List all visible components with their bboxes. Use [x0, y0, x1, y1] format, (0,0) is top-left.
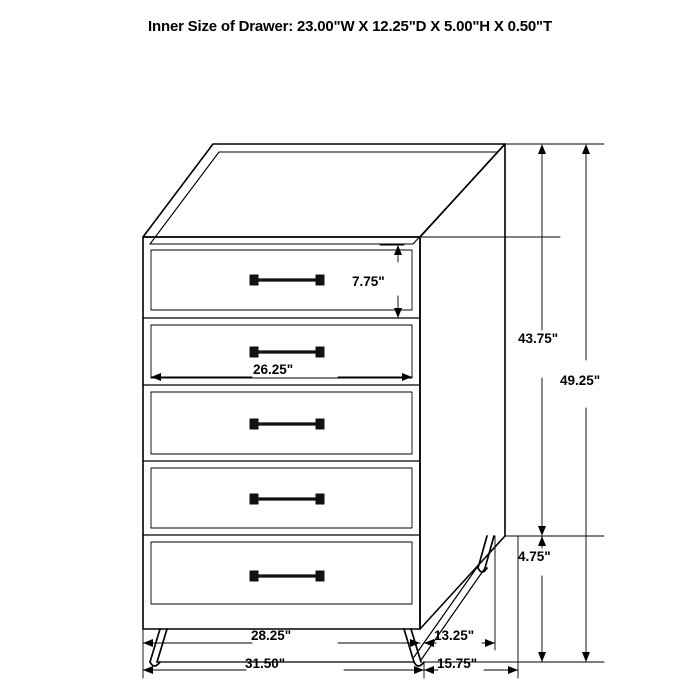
drawer-handle-1: [250, 275, 324, 285]
page-title: Inner Size of Drawer: 23.00"W X 12.25"D X 5.00"H X 0.50"T: [148, 18, 552, 35]
drawer-handle-4: [250, 494, 324, 504]
dim-label-overall-width: 31.50": [245, 656, 286, 671]
dim-label-body-width: 28.25": [251, 628, 292, 643]
dim-label-drawer-width: 26.25": [253, 362, 294, 377]
dim-label-drawer-height: 7.75": [352, 274, 385, 289]
cabinet-top-lip: [150, 152, 498, 244]
base-legs: [150, 536, 494, 666]
drawer-handle-5: [250, 571, 324, 581]
dim-label-overall-height: 49.25": [560, 373, 601, 388]
cabinet-top-surface: [143, 144, 505, 237]
cabinet-front-face: [143, 237, 420, 629]
dim-label-overall-depth: 15.75": [437, 656, 478, 671]
drawer-handle-2: [250, 347, 324, 357]
dim-label-body-depth: 13.25": [434, 628, 475, 643]
drawer-handle-3: [250, 419, 324, 429]
cabinet-right-side: [420, 144, 505, 629]
dim-label-leg-height: 4.75": [518, 549, 551, 564]
dimension-lines: [143, 144, 604, 678]
dim-label-body-height: 43.75": [518, 331, 559, 346]
dim-49-25: [582, 144, 590, 662]
drawer-front-insets: [151, 250, 412, 604]
